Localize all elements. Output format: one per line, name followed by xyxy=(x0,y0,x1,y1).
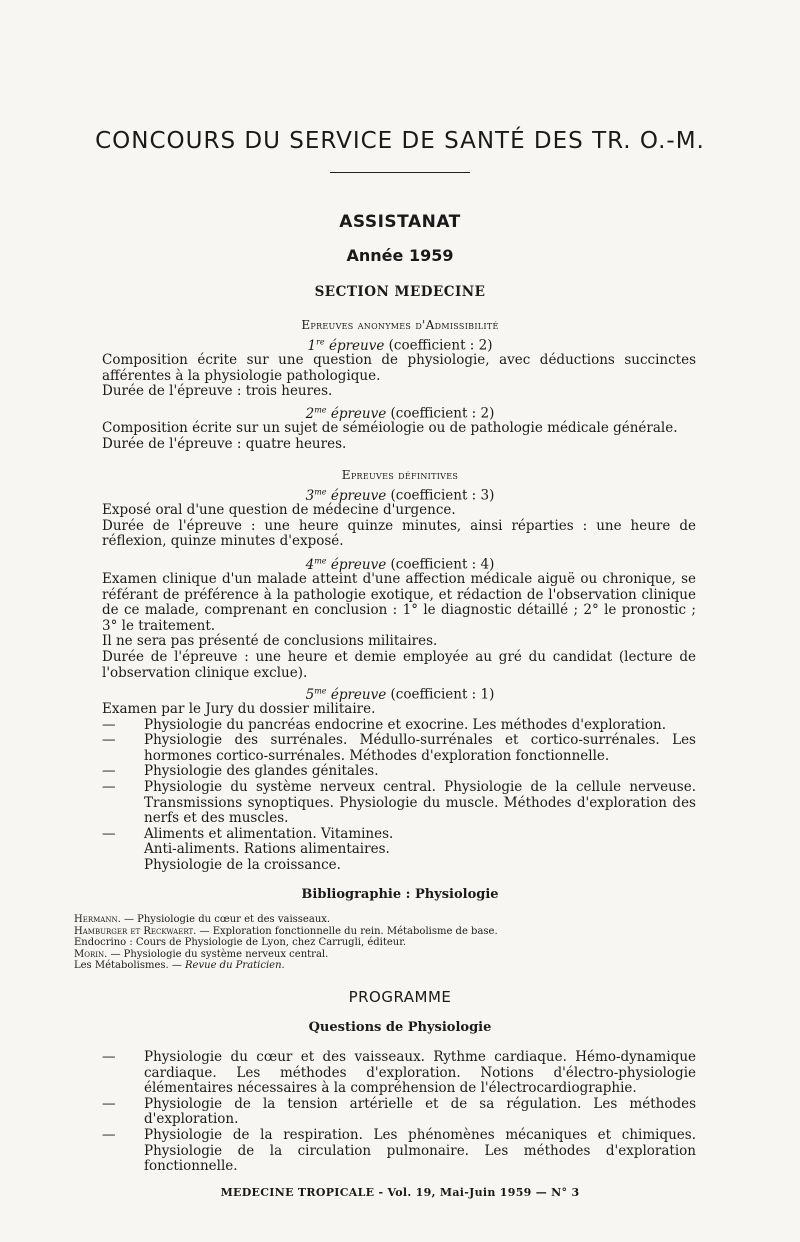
list-continuation: Physiologie de la croissance. xyxy=(144,856,341,873)
bibliography-list xyxy=(74,914,634,972)
epreuve-5-text: Examen par le Jury du dossier militaire. xyxy=(102,701,376,717)
list-dash: — xyxy=(102,763,116,780)
list-dash: — xyxy=(102,732,116,749)
list-item: — Physiologie du pancréas endocrine et exocrine. Les méthodes d'exploration. xyxy=(102,716,667,733)
list-dash: — xyxy=(102,1126,116,1143)
reference: Hamburger et Reckwaert. — Exploration fonctionnelle du rein. Métabolisme de base. xyxy=(74,925,498,937)
definitive-heading: Epreuves définitives xyxy=(341,468,459,482)
list-dash: — xyxy=(102,1049,116,1065)
list-dash: — xyxy=(102,716,116,733)
epreuve-4-heading: $4^{me}$ épreuve (coefficient : 4) xyxy=(305,556,495,573)
list-continuation: Anti-aliments. Rations alimentaires. xyxy=(144,841,390,858)
epreuve-4-note: Il ne sera pas présenté de conclusions militaires. xyxy=(102,633,438,650)
assistanat-heading: ASSISTANAT xyxy=(339,212,461,232)
list-dash: — xyxy=(102,825,116,842)
epreuve-4-text: Examen clinique d'un malade atteint d'une affection médicale aiguë ou chronique, se référant de préférence à la pathologie exotique, et rédaction de l'observation clinique de ce malade, comprenant en conclusion : 1° le diagnostic détaillé ; 2° le pronostic ; 3° le traitement. xyxy=(102,571,696,634)
epreuve-3-text: Exposé oral d'une question de médecine d'urgence. xyxy=(102,502,456,518)
list-item: — Physiologie de la tension artérielle et de sa régulation. Les méthodes d'exploration. xyxy=(102,1095,696,1128)
page-footer: MEDECINE TROPICALE - Vol. 19, Mai-Juin 1959 — N° 3 xyxy=(220,1186,580,1199)
epreuve-4-body xyxy=(102,572,696,681)
programme-subheading: Questions de Physiologie xyxy=(308,1020,492,1035)
programme-heading: PROGRAMME xyxy=(348,988,452,1006)
list-item: — Physiologie du cœur et des vaisseaux. Rythme cardiaque. Hémo-dynamique cardiaque. Les méthodes d'exploration. Notions d'électro-physiologie élémentaires nécessaires à la compréhension de l'électrocardiographie. xyxy=(102,1049,696,1097)
epreuve-5-heading: $5^{me}$ épreuve (coefficient : 1) xyxy=(305,686,495,703)
admissibility-heading: Epreuves anonymes d'Admissibilité xyxy=(301,318,499,332)
list-dash: — xyxy=(102,1095,116,1112)
year-heading: Année 1959 xyxy=(346,246,454,265)
title-rule xyxy=(330,172,470,173)
epreuve-1-duration: Durée de l'épreuve : trois heures. xyxy=(102,383,333,400)
epreuve-1-text: Composition écrite sur une question de physiologie, avec déductions succinctes afférentes à la physiologie pathologique. xyxy=(102,352,696,384)
epreuve-1-body xyxy=(102,353,696,400)
list-item: — Physiologie des glandes génitales. xyxy=(102,763,379,780)
list-item: — Aliments et alimentation. Vitamines. xyxy=(102,825,394,842)
epreuve-2-text: Composition écrite sur un sujet de séméiologie ou de pathologie médicale générale. xyxy=(102,420,678,436)
epreuve-2-body xyxy=(102,421,696,452)
reference: Endocrino : Cours de Physiologie de Lyon, chez Carrugli, éditeur. xyxy=(74,937,407,949)
section-heading: SECTION MEDECINE xyxy=(314,284,486,300)
epreuve-3-duration: Durée de l'épreuve : une heure quinze minutes, ainsi réparties : une heure de réflexion, quinze minutes d'exposé. xyxy=(102,517,696,550)
epreuve-1-heading: 1re épreuve (coefficient : 2) xyxy=(307,337,493,354)
reference: Hermann. — Physiologie du cœur et des vaisseaux. xyxy=(74,914,331,925)
list-item: — Physiologie de la respiration. Les phénomènes mécaniques et chimiques. Physiologie de la circulation pulmonaire. Les méthodes d'exploration fonctionnelle. xyxy=(102,1126,696,1175)
epreuve-2-duration: Durée de l'épreuve : quatre heures. xyxy=(102,435,347,452)
programme-list xyxy=(102,1050,696,1175)
epreuve-3-body xyxy=(102,503,696,550)
epreuve-5-body xyxy=(102,702,696,874)
epreuve-4-duration: Durée de l'épreuve : une heure et demie employée au gré du candidat (lecture de l'observation clinique exclue). xyxy=(102,648,696,681)
epreuve-2-heading: $2^{me}$ épreuve (coefficient : 2) xyxy=(305,405,495,422)
page-title: CONCOURS DU SERVICE DE SANTÉ DES TR. O.-M. xyxy=(95,128,705,154)
list-dash: — xyxy=(102,778,116,795)
list-item: — Physiologie des surrénales. Médullo-surrénales et cortico-surrénales. Les hormones cortico-surrénales. Méthodes d'exploration fonctionnelle. xyxy=(102,732,696,764)
epreuve-3-heading: $3^{me}$ épreuve (coefficient : 3) xyxy=(305,487,495,504)
reference: Les Métabolismes. — Revue du Praticien. xyxy=(74,960,285,972)
list-item: — Physiologie du système nerveux central. Physiologie de la cellule nerveuse. Transmissions synoptiques. Physiologie du muscle. Méthodes d'exploration des nerfs et des muscles. xyxy=(102,778,696,827)
reference: Morin. — Physiologie du système nerveux central. xyxy=(74,948,329,960)
bibliography-heading: Bibliographie : Physiologie xyxy=(301,887,499,902)
